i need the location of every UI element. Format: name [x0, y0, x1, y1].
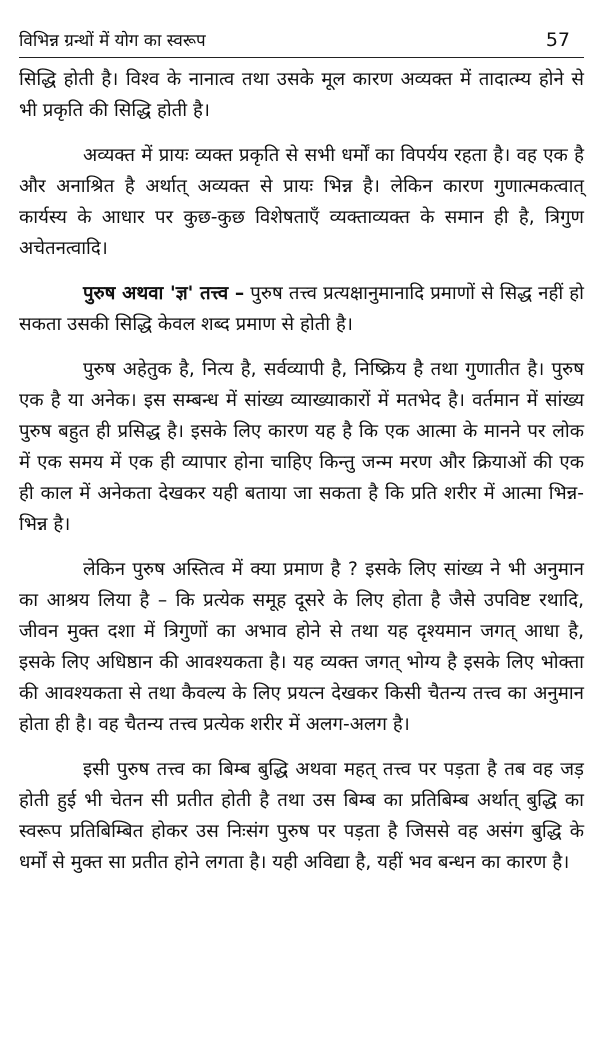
page-number: 57: [545, 29, 570, 51]
page-header: [19, 0, 584, 58]
paragraph-text: सिद्धि होती है। विश्व के नानात्व तथा उसके मूल कारण अव्यक्त में तादात्म्य होने से भी प्रकृति की सिद्धि होती है।: [19, 69, 584, 121]
paragraph: [19, 554, 584, 740]
paragraph-text: इसी पुरुष तत्त्व का बिम्ब बुद्धि अथवा महत् तत्त्व पर पड़ता है तब वह जड़ होती हुई भी चेतन सी प्रतीत होती है तथा उस बिम्ब का प्रतिबिम्ब अर्थात् बुद्धि का स्वरूप प्रतिबिम्बित होकर उस निःसंग पुरुष पर पड़ता है जिससे वह असंग बुद्धि के धर्मों से मुक्त सा प्रतीत होने लगता है। यही अविद्या है, यहीं भव बन्धन का कारण है।: [19, 759, 584, 873]
paragraph: [19, 64, 584, 126]
paragraph: [19, 354, 584, 540]
paragraph: [19, 140, 584, 264]
paragraph-text: पुरुष तत्त्व प्रत्यक्षानुमानादि प्रमाणों से सिद्ध नहीं हो सकता उसकी सिद्धि केवल शब्द प्रमाण से होती है।: [19, 283, 584, 335]
paragraph-text: लेकिन पुरुष अस्तित्व में क्या प्रमाण है ? इसके लिए सांख्य ने भी अनुमान का आश्रय लिया है – कि प्रत्येक समूह दूसरे के लिए होता है जैसे उपविष्ट रथादि, जीवन मुक्त दशा में त्रिगुणों का अभाव होने से तथा यह दृश्यमान जगत् आधा है, इसके लिए अधिष्ठान की आवश्यकता है। यह व्यक्त जगत् भोग्य है इसके लिए भोक्ता की आवश्यकता से तथा कैवल्य के लिए प्रयत्न देखकर किसी चैतन्य तत्त्व का अनुमान होता ही है। वह चैतन्य तत्त्व प्रत्येक शरीर में अलग-अलग है।: [19, 559, 584, 735]
section-lead: पुरुष अथवा 'ज्ञ' तत्त्व –: [83, 283, 245, 304]
body-text: [19, 64, 584, 878]
paragraph: [19, 754, 584, 878]
paragraph-text: अव्यक्त में प्रायः व्यक्त प्रकृति से सभी धर्मों का विपर्यय रहता है। वह एक है और अनाश्रित है अर्थात् अव्यक्त से प्रायः भिन्न है। लेकिन कारण गुणात्मकत्वात् कार्यस्य के आधार पर कुछ-कुछ विशेषताएँ व्यक्ताव्यक्त के समान ही है, त्रिगुण अचेतनत्वादि।: [19, 145, 584, 259]
paragraph-purusha-heading: [19, 278, 584, 340]
paragraph-text: पुरुष अहेतुक है, नित्य है, सर्वव्यापी है, निष्क्रिय है तथा गुणातीत है। पुरुष एक है या अनेक। इस सम्बन्ध में सांख्य व्याख्याकारों में मतभेद है। वर्तमान में सांख्य पुरुष बहुत ही प्रसिद्ध है। इसके लिए कारण यह है कि एक आत्मा के मानने पर लोक में एक समय में एक ही व्यापार होना चाहिए किन्तु जन्म मरण और क्रियाओं की एक ही काल में अनेकता देखकर यही बताया जा सकता है कि प्रति शरीर में आत्मा भिन्न-भिन्न है।: [19, 359, 584, 535]
running-title: विभिन्न ग्रन्थों में योग का स्वरूप: [19, 31, 206, 51]
